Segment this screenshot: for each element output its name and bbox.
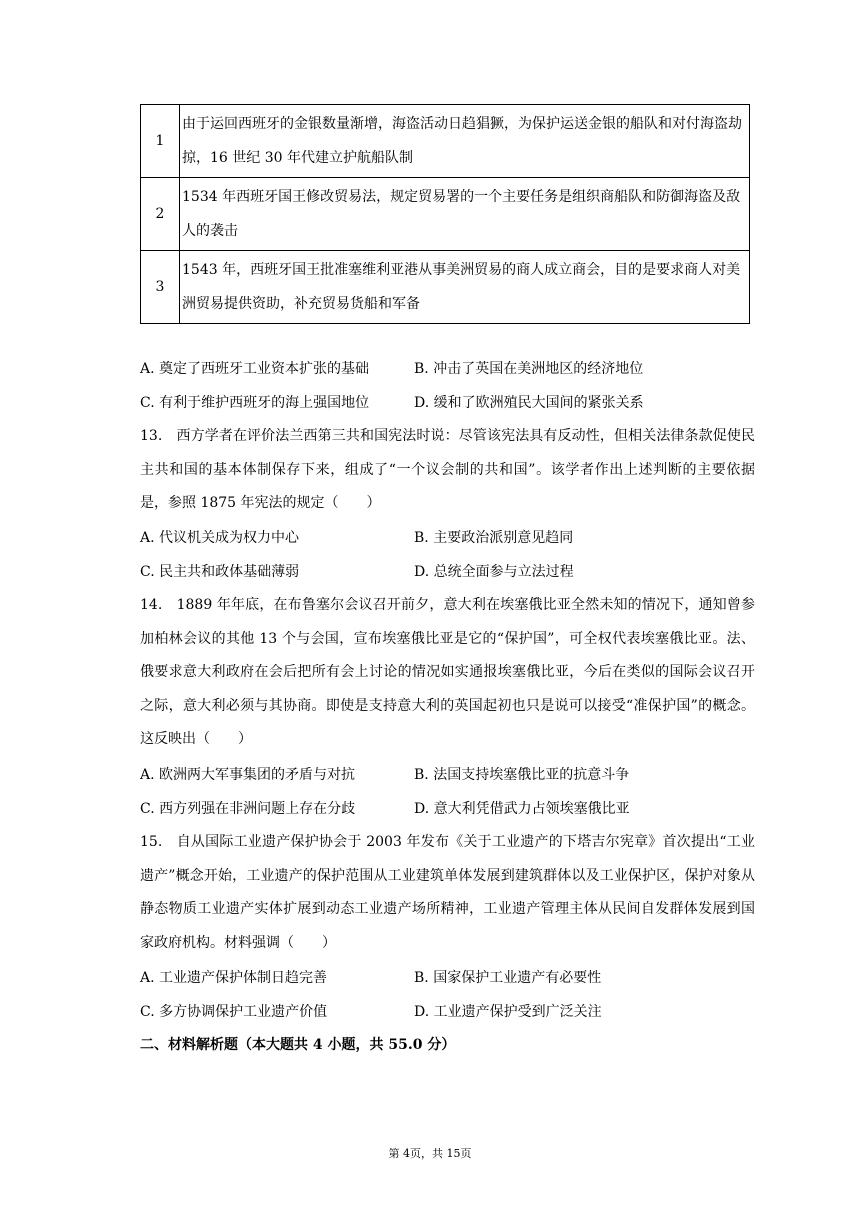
- q15-option-c: C. 多方协调保护工业遗产价值: [140, 1004, 328, 1020]
- q15-option-b: B. 国家保护工业遗产有必要性: [414, 970, 602, 986]
- q15-option-a: A. 工业遗产保护体制日趋完善: [140, 970, 328, 986]
- q14-option-d: D. 意大利凭借武力占领埃塞俄比亚: [414, 801, 630, 817]
- q12-option-a: A. 奠定了西班牙工业资本扩张的基础: [140, 361, 370, 377]
- q13-stem: 13. 西方学者在评价法兰西第三共和国宪法时说：尽管该宪法具有反动性，但相关法律条款促使民主共和国的基本体制保存下来，组成了“一个议会制的共和国”。该学者作出上述判断的主要依据是，参照 1875 年宪法的规定（ ）: [140, 428, 755, 511]
- q13-option-c: C. 民主共和政体基础薄弱: [140, 564, 300, 580]
- q13-option-b: B. 主要政治派别意见趋同: [414, 530, 574, 546]
- table-row: [141, 105, 750, 178]
- table-row: [141, 251, 750, 324]
- q14-option-a: A. 欧洲两大军事集团的矛盾与对抗: [140, 767, 356, 783]
- q15-stem: 15. 自从国际工业遗产保护协会于 2003 年发布《关于工业遗产的下塔吉尔宪章》首次提出“工业遗产”概念开始，工业遗产的保护范围从工业建筑单体发展到建筑群体以及工业保护区，保护对象从静态物质工业遗产实体扩展到动态工业遗产场所精神，工业遗产管理主体从民间自发群体发展到国家政府机构。材料强调（ ）: [140, 834, 755, 951]
- row-text: 1534 年西班牙国王修改贸易法，规定贸易署的一个主要任务是组织商船队和防御海盗及敌人的袭击: [180, 178, 750, 251]
- material-table: [140, 104, 750, 324]
- q14-option-b: B. 法国支持埃塞俄比亚的抗意斗争: [414, 767, 630, 783]
- q12-option-c: C. 有利于维护西班牙的海上强国地位: [140, 395, 370, 411]
- page-footer: 第 4页，共 15页: [388, 1147, 472, 1160]
- q12-option-b: B. 冲击了英国在美洲地区的经济地位: [414, 361, 644, 377]
- row-number: 2: [141, 178, 180, 251]
- q14-stem: 14. 1889 年年底，在布鲁塞尔会议召开前夕，意大利在埃塞俄比亚全然未知的情况下，通知曾参加柏林会议的其他 13 个与会国，宣布埃塞俄比亚是它的“保护国”，可全权代表埃塞俄比亚。法、俄要求意大利政府在会后把所有会上讨论的情况如实通报埃塞俄比亚，今后在类似的国际会议召开之际，意大利必须与其协商。即使是支持意大利的英国起初也只是说可以接受“准保护国”的概念。这反映出（ ）: [140, 597, 755, 747]
- row-text: 由于运回西班牙的金银数量渐增，海盗活动日趋猖獗，为保护运送金银的船队和对付海盗劫掠，16 世纪 30 年代建立护航船队制: [180, 105, 750, 178]
- table-row: [141, 178, 750, 251]
- q13-option-a: A. 代议机关成为权力中心: [140, 530, 300, 546]
- q12-option-d: D. 缓和了欧洲殖民大国间的紧张关系: [414, 395, 644, 411]
- row-number: 3: [141, 251, 180, 324]
- section-heading: 二、材料解析题（本大题共 4 小题，共 55.0 分）: [140, 1037, 456, 1053]
- row-text: 1543 年，西班牙国王批准塞维利亚港从事美洲贸易的商人成立商会，目的是要求商人对美洲贸易提供资助，补充贸易货船和军备: [180, 251, 750, 324]
- q14-option-c: C. 西方列强在非洲问题上存在分歧: [140, 801, 356, 817]
- row-number: 1: [141, 105, 180, 178]
- q15-option-d: D. 工业遗产保护受到广泛关注: [414, 1004, 602, 1020]
- q13-option-d: D. 总统全面参与立法过程: [414, 564, 574, 580]
